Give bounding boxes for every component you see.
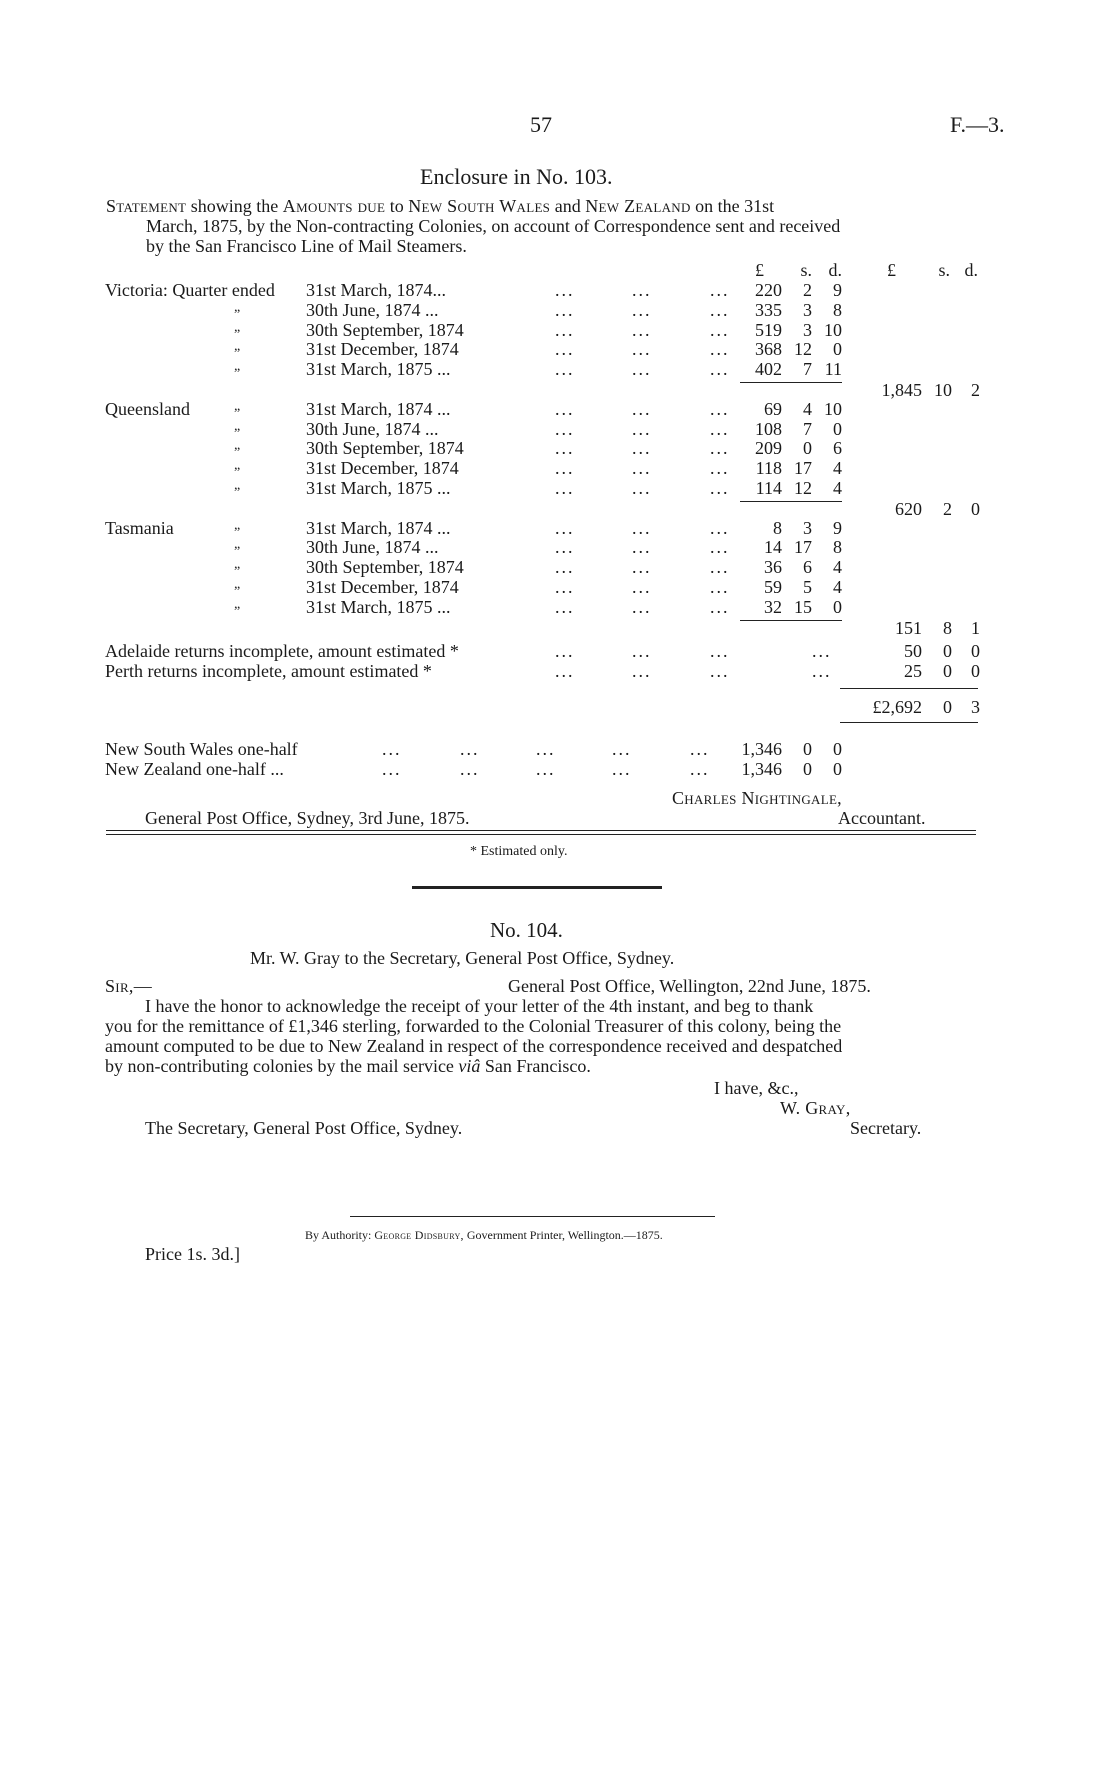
- leader-dots: ...: [632, 597, 652, 617]
- amount-shillings: 5: [803, 577, 812, 597]
- letter-body-line-2: you for the remittance of £1,346 sterling, forwarded to the Colonial Treasurer of this colony, being the: [105, 1016, 842, 1036]
- half-label: New South Wales one-half: [105, 739, 298, 759]
- leader-dots: ...: [555, 597, 575, 617]
- colony-name: Tasmania: [105, 518, 174, 538]
- amount-pounds: 14: [764, 537, 782, 557]
- leader-dots: ...: [710, 359, 730, 379]
- letter-body-line-4: [105, 1056, 591, 1077]
- grand-total-shillings: 0: [943, 697, 952, 717]
- amount-pounds: 368: [755, 339, 782, 359]
- ditto-mark: „: [234, 359, 241, 374]
- ditto-mark: „: [234, 300, 241, 315]
- grand-total-pence: 3: [971, 697, 980, 717]
- letter-from-to: Mr. W. Gray to the Secretary, General Post Office, Sydney.: [250, 948, 675, 968]
- leader-dots: ...: [632, 399, 652, 419]
- letter-signer: W. Gray,: [780, 1098, 851, 1118]
- period-label: 30th September, 1874: [306, 557, 464, 577]
- half-pence: 0: [833, 759, 842, 779]
- subtotal-shillings: 8: [943, 618, 952, 638]
- statement-amounts-due: Amounts due: [282, 196, 386, 216]
- leader-dots: ...: [555, 518, 575, 538]
- price: Price 1s. 3d.]: [145, 1244, 240, 1264]
- leader-dots: ...: [612, 739, 632, 759]
- period-label: 31st December, 1874: [306, 577, 459, 597]
- leader-dots: ...: [632, 458, 652, 478]
- period-label: 30th June, 1874 ...: [306, 419, 439, 439]
- period-label: 31st March, 1875 ...: [306, 359, 451, 379]
- letter-number: No. 104.: [490, 918, 563, 942]
- period-label: 31st December, 1874: [306, 339, 459, 359]
- leader-dots: ...: [555, 419, 575, 439]
- statement-nsw: New South Wales: [408, 196, 551, 216]
- enclosure-title: Enclosure in No. 103.: [420, 164, 613, 189]
- leader-dots: ...: [632, 661, 652, 681]
- leader-dots: ...: [555, 280, 575, 300]
- period-label: 30th September, 1874: [306, 320, 464, 340]
- amount-pounds: 36: [764, 557, 782, 577]
- leader-dots: ...: [710, 280, 730, 300]
- amount-pence: 10: [824, 320, 842, 340]
- amount-shillings: 17: [794, 537, 812, 557]
- leader-dots: ...: [710, 577, 730, 597]
- ditto-mark: „: [234, 339, 241, 354]
- col-header-pounds: £: [755, 260, 764, 280]
- leader-dots: ...: [710, 597, 730, 617]
- subtotal-pounds: 151: [895, 618, 922, 638]
- subtotal-rule: [740, 620, 842, 621]
- amount-pence: 9: [833, 280, 842, 300]
- leader-dots: ...: [382, 739, 402, 759]
- period-label: 31st March, 1874...: [306, 280, 446, 300]
- letter-dateline: General Post Office, Wellington, 22nd June, 1875.: [508, 976, 871, 996]
- leader-dots: ...: [555, 339, 575, 359]
- leader-dots: ...: [690, 759, 710, 779]
- footer-rule: [350, 1216, 715, 1217]
- amount-pounds: 59: [764, 577, 782, 597]
- estimate-pence: 0: [971, 661, 980, 681]
- footnote: * Estimated only.: [470, 844, 568, 859]
- half-pounds: 1,346: [741, 759, 782, 779]
- colony-name: Victoria: Quarter ended: [105, 280, 275, 300]
- period-label: 31st March, 1874 ...: [306, 399, 451, 419]
- section-divider: [412, 886, 662, 889]
- amount-shillings: 15: [794, 597, 812, 617]
- leader-dots: ...: [632, 320, 652, 340]
- ditto-mark: „: [234, 537, 241, 552]
- leader-dots: ...: [382, 759, 402, 779]
- leader-dots: ...: [536, 759, 556, 779]
- leader-dots: ...: [612, 759, 632, 779]
- leader-dots: ...: [710, 438, 730, 458]
- grand-total-rule-top: [840, 688, 978, 689]
- amount-shillings: 3: [803, 320, 812, 340]
- statement-lead: Statement: [106, 196, 187, 216]
- amount-pounds: 118: [755, 458, 782, 478]
- estimate-label: Perth returns incomplete, amount estimated *: [105, 661, 432, 681]
- leader-dots: ...: [555, 557, 575, 577]
- estimate-label: Adelaide returns incomplete, amount estimated *: [105, 641, 459, 661]
- col-header-shillings: s.: [800, 260, 812, 280]
- leader-dots: ...: [555, 641, 575, 661]
- subtotal-rule: [740, 382, 842, 383]
- statement-text: to: [389, 196, 404, 216]
- leader-dots: ...: [710, 399, 730, 419]
- ditto-mark: „: [234, 438, 241, 453]
- statement-nz: New Zealand: [585, 196, 691, 216]
- estimate-pence: 0: [971, 641, 980, 661]
- leader-dots: ...: [555, 399, 575, 419]
- amount-pence: 6: [833, 438, 842, 458]
- half-label: New Zealand one-half ...: [105, 759, 284, 779]
- signatory-name: Charles Nightingale,: [672, 788, 842, 808]
- amount-pence: 4: [833, 458, 842, 478]
- leader-dots: ...: [555, 458, 575, 478]
- leader-dots: ...: [555, 537, 575, 557]
- ditto-mark: „: [234, 577, 241, 592]
- leader-dots: ...: [555, 577, 575, 597]
- amount-pounds: 8: [773, 518, 782, 538]
- period-label: 31st March, 1875 ...: [306, 478, 451, 498]
- amount-shillings: 3: [803, 518, 812, 538]
- leader-dots: ...: [632, 419, 652, 439]
- amount-pence: 0: [833, 339, 842, 359]
- authority-line: [305, 1228, 663, 1243]
- amount-shillings: 7: [803, 359, 812, 379]
- leader-dots: ...: [632, 557, 652, 577]
- leader-dots: ...: [710, 537, 730, 557]
- leader-dots: ...: [710, 300, 730, 320]
- amount-pence: 0: [833, 597, 842, 617]
- signatory-title: Accountant.: [838, 808, 926, 828]
- leader-dots: ...: [555, 478, 575, 498]
- ditto-mark: „: [234, 478, 241, 493]
- leader-dots: ...: [710, 320, 730, 340]
- letter-closing: I have, &c.,: [714, 1078, 799, 1098]
- period-label: 30th June, 1874 ...: [306, 537, 439, 557]
- leader-dots: ...: [710, 557, 730, 577]
- statement-line-3: by the San Francisco Line of Mail Steamers.: [146, 236, 467, 256]
- period-label: 31st December, 1874: [306, 458, 459, 478]
- authority-prefix: By Authority:: [305, 1228, 372, 1242]
- leader-dots: ...: [710, 419, 730, 439]
- grand-total-rule-bottom: [840, 722, 978, 723]
- half-shillings: 0: [803, 759, 812, 779]
- ditto-mark: „: [234, 399, 241, 414]
- ditto-mark: „: [234, 320, 241, 335]
- estimate-pounds: 25: [904, 661, 922, 681]
- period-label: 30th September, 1874: [306, 438, 464, 458]
- subtotal-pence: 1: [971, 618, 980, 638]
- subtotal-pounds: 620: [895, 499, 922, 519]
- amount-pounds: 209: [755, 438, 782, 458]
- leader-dots: ...: [555, 300, 575, 320]
- leader-dots: ...: [710, 641, 730, 661]
- letter-body-text: by non-contributing colonies by the mail service: [105, 1056, 454, 1076]
- paper-reference: F.—3.: [950, 112, 1005, 137]
- col-header-pence: d.: [828, 260, 842, 280]
- leader-dots: ...: [710, 458, 730, 478]
- amount-shillings: 6: [803, 557, 812, 577]
- amount-pounds: 220: [755, 280, 782, 300]
- leader-dots: ...: [710, 518, 730, 538]
- leader-dots: ...: [460, 739, 480, 759]
- half-shillings: 0: [803, 739, 812, 759]
- leader-dots: ...: [632, 339, 652, 359]
- leader-dots: ...: [555, 438, 575, 458]
- letter-body-line-3: amount computed to be due to New Zealand in respect of the correspondence received and despatched: [105, 1036, 843, 1056]
- leader-dots: ...: [632, 300, 652, 320]
- subtotal-rule: [740, 501, 842, 502]
- estimate-shillings: 0: [943, 661, 952, 681]
- amount-pence: 4: [833, 557, 842, 577]
- ditto-mark: „: [234, 557, 241, 572]
- table-bottom-rule-2: [106, 834, 976, 835]
- amount-pounds: 335: [755, 300, 782, 320]
- estimate-shillings: 0: [943, 641, 952, 661]
- authority-name: George Didsbury,: [374, 1228, 464, 1242]
- amount-shillings: 17: [794, 458, 812, 478]
- authority-rest: Government Printer, Wellington.—1875.: [466, 1228, 663, 1242]
- col-header-pence-total: d.: [964, 260, 978, 280]
- amount-pence: 9: [833, 518, 842, 538]
- amount-pence: 8: [833, 537, 842, 557]
- letter-salutation: Sir,—: [105, 976, 153, 996]
- period-label: 31st March, 1875 ...: [306, 597, 451, 617]
- statement-line-1: [106, 196, 774, 217]
- letter-signer-title: Secretary.: [850, 1118, 922, 1138]
- amount-pounds: 402: [755, 359, 782, 379]
- amount-shillings: 12: [794, 478, 812, 498]
- statement-text: on the 31st: [695, 196, 775, 216]
- estimate-pounds: 50: [904, 641, 922, 661]
- amount-shillings: 4: [803, 399, 812, 419]
- amount-pence: 11: [824, 359, 842, 379]
- leader-dots: ...: [555, 320, 575, 340]
- leader-dots: ...: [812, 661, 832, 681]
- amount-pounds: 108: [755, 419, 782, 439]
- amount-pounds: 519: [755, 320, 782, 340]
- amount-pounds: 69: [764, 399, 782, 419]
- leader-dots: ...: [555, 661, 575, 681]
- leader-dots: ...: [812, 641, 832, 661]
- amount-shillings: 2: [803, 280, 812, 300]
- colony-name: Queensland: [105, 399, 190, 419]
- period-label: 30th June, 1874 ...: [306, 300, 439, 320]
- subtotal-shillings: 10: [934, 380, 952, 400]
- leader-dots: ...: [632, 577, 652, 597]
- leader-dots: ...: [632, 438, 652, 458]
- page-number: 57: [530, 112, 552, 137]
- leader-dots: ...: [632, 641, 652, 661]
- letter-addressee: The Secretary, General Post Office, Sydney.: [145, 1118, 463, 1138]
- leader-dots: ...: [710, 661, 730, 681]
- leader-dots: ...: [555, 359, 575, 379]
- leader-dots: ...: [632, 518, 652, 538]
- leader-dots: ...: [632, 280, 652, 300]
- amount-shillings: 3: [803, 300, 812, 320]
- subtotal-pounds: 1,845: [881, 380, 922, 400]
- leader-dots: ...: [536, 739, 556, 759]
- ditto-mark: „: [234, 419, 241, 434]
- amount-shillings: 12: [794, 339, 812, 359]
- statement-text: and: [554, 196, 581, 216]
- statement-line-2: March, 1875, by the Non-contracting Colonies, on account of Correspondence sent and received: [146, 216, 841, 236]
- letter-body-end: San Francisco.: [484, 1056, 591, 1076]
- amount-shillings: 7: [803, 419, 812, 439]
- amount-pence: 4: [833, 478, 842, 498]
- period-label: 31st March, 1874 ...: [306, 518, 451, 538]
- grand-total-pounds: £2,692: [872, 697, 922, 717]
- amount-pence: 10: [824, 399, 842, 419]
- ditto-mark: „: [234, 597, 241, 612]
- subtotal-pence: 2: [971, 380, 980, 400]
- letter-body-via: viâ: [458, 1056, 481, 1076]
- amount-pence: 8: [833, 300, 842, 320]
- subtotal-shillings: 2: [943, 499, 952, 519]
- amount-pounds: 32: [764, 597, 782, 617]
- leader-dots: ...: [710, 478, 730, 498]
- place-date: General Post Office, Sydney, 3rd June, 1875.: [145, 808, 470, 828]
- amount-pence: 4: [833, 577, 842, 597]
- amount-pounds: 114: [755, 478, 782, 498]
- subtotal-pence: 0: [971, 499, 980, 519]
- leader-dots: ...: [460, 759, 480, 779]
- amount-shillings: 0: [803, 438, 812, 458]
- leader-dots: ...: [632, 537, 652, 557]
- ditto-mark: „: [234, 458, 241, 473]
- col-header-pounds-total: £: [887, 260, 896, 280]
- amount-pence: 0: [833, 419, 842, 439]
- leader-dots: ...: [632, 359, 652, 379]
- leader-dots: ...: [690, 739, 710, 759]
- statement-text: showing the: [190, 196, 279, 216]
- table-bottom-rule: [106, 830, 976, 831]
- half-pounds: 1,346: [741, 739, 782, 759]
- letter-body-line-1: I have the honor to acknowledge the receipt of your letter of the 4th instant, and beg to thank: [145, 996, 814, 1016]
- leader-dots: ...: [632, 478, 652, 498]
- ditto-mark: „: [234, 518, 241, 533]
- half-pence: 0: [833, 739, 842, 759]
- col-header-shillings-total: s.: [938, 260, 950, 280]
- leader-dots: ...: [710, 339, 730, 359]
